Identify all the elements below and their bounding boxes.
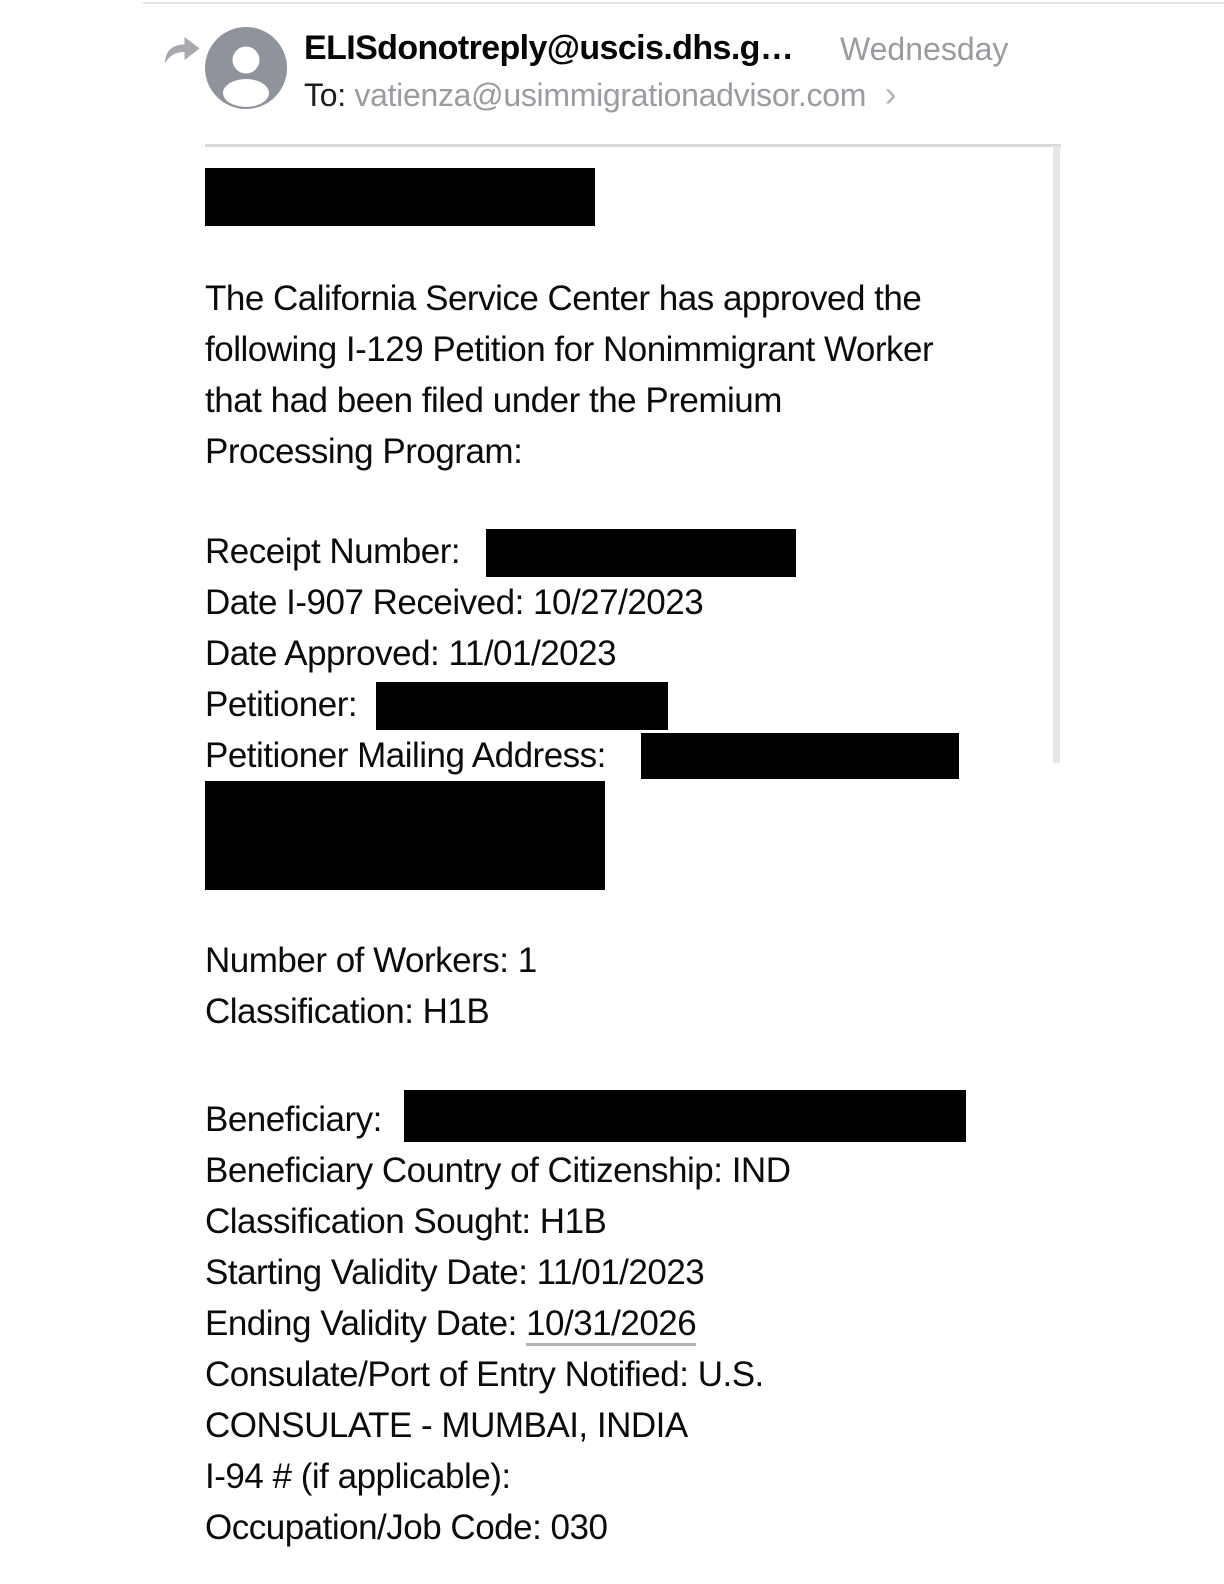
field-date-approved: Date Approved: 11/01/2023 bbox=[205, 634, 617, 673]
message-body-top-border bbox=[205, 144, 1061, 147]
field-classification: Classification: H1B bbox=[205, 992, 490, 1031]
field-consulate-notified-line2: CONSULATE - MUMBAI, INDIA bbox=[205, 1406, 688, 1445]
intro-line: Processing Program: bbox=[205, 432, 523, 471]
field-classification-sought: Classification Sought: H1B bbox=[205, 1202, 607, 1241]
redaction-bar-mailing-address bbox=[641, 733, 959, 779]
field-receipt-number: Receipt Number: bbox=[205, 532, 461, 571]
sender-avatar[interactable] bbox=[205, 27, 287, 109]
field-number-of-workers: Number of Workers: 1 bbox=[205, 941, 537, 980]
redaction-bar-beneficiary bbox=[404, 1090, 966, 1142]
field-petitioner-mailing-address: Petitioner Mailing Address: bbox=[205, 736, 606, 775]
to-address[interactable]: vatienza@usimmigrationadvisor.com bbox=[354, 77, 867, 113]
details-chevron-icon[interactable]: › bbox=[884, 73, 897, 114]
recipient-row bbox=[304, 73, 896, 116]
field-starting-validity-date: Starting Validity Date: 11/01/2023 bbox=[205, 1253, 705, 1292]
field-beneficiary: Beneficiary: bbox=[205, 1100, 382, 1139]
field-consulate-notified-line1: Consulate/Port of Entry Notified: U.S. bbox=[205, 1355, 764, 1394]
field-petitioner: Petitioner: bbox=[205, 685, 358, 724]
field-occupation-job-code: Occupation/Job Code: 030 bbox=[205, 1508, 608, 1547]
field-ending-validity-date bbox=[205, 1298, 696, 1349]
sender-address[interactable]: ELISdonotreply@uscis.dhs.g… bbox=[304, 29, 794, 67]
field-beneficiary-citizenship: Beneficiary Country of Citizenship: IND bbox=[205, 1151, 791, 1190]
message-body-right-border bbox=[1053, 146, 1060, 763]
redaction-bar-subject bbox=[205, 168, 595, 226]
redaction-bar-petitioner bbox=[376, 682, 668, 730]
top-divider bbox=[143, 2, 1224, 4]
intro-line: that had been filed under the Premium bbox=[205, 381, 782, 420]
forwarded-arrow-icon bbox=[161, 31, 203, 71]
ending-validity-date-link[interactable]: 10/31/2026 bbox=[526, 1304, 696, 1346]
ending-validity-label: Ending Validity Date: bbox=[205, 1304, 517, 1343]
intro-line: The California Service Center has approved the bbox=[205, 279, 922, 318]
redaction-bar-address-block bbox=[205, 781, 605, 890]
redaction-bar-receipt-number bbox=[486, 529, 796, 577]
field-date-i907-received: Date I-907 Received: 10/27/2023 bbox=[205, 583, 704, 622]
field-i94-number: I-94 # (if applicable): bbox=[205, 1457, 511, 1496]
message-date: Wednesday bbox=[840, 31, 1009, 67]
to-label: To: bbox=[304, 77, 346, 113]
intro-line: following I-129 Petition for Nonimmigrant Worker bbox=[205, 330, 934, 369]
